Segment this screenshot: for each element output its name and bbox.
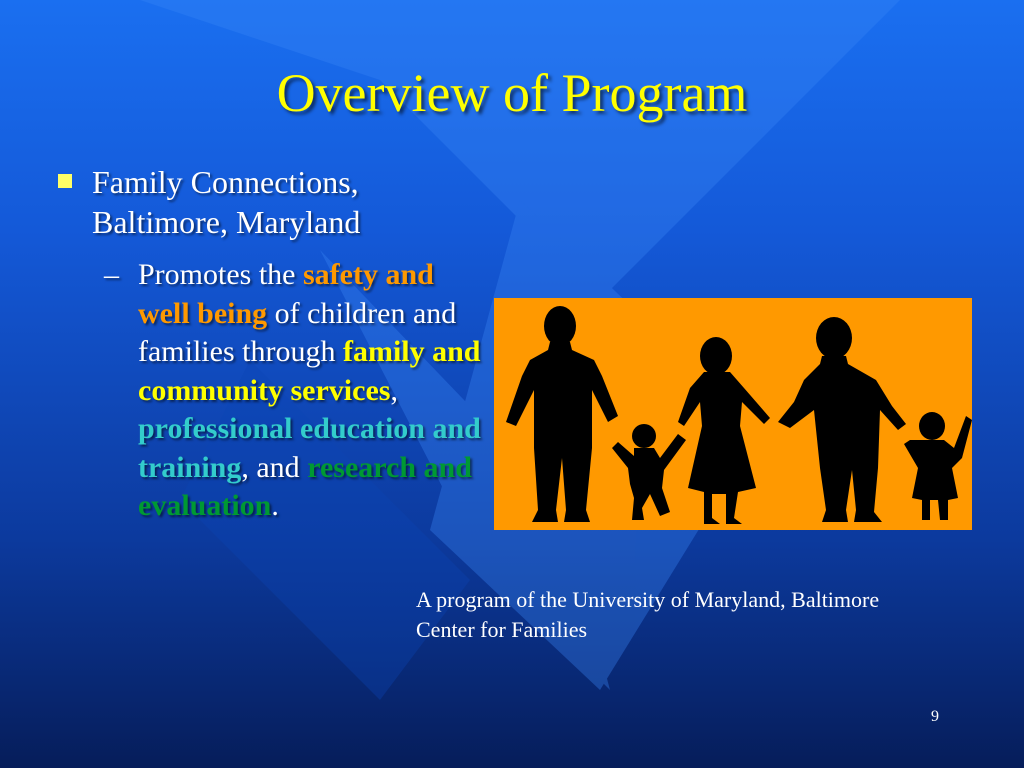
- text-segment: of children and families through: [138, 296, 457, 368]
- text-segment: ,: [390, 373, 398, 407]
- caption-line-2: Center for Families: [416, 617, 588, 642]
- sub-bullet-text: [138, 256, 489, 526]
- main-bullet: [58, 162, 478, 242]
- family-silhouette-icon: [494, 298, 972, 530]
- image-caption: [416, 585, 1021, 645]
- text-segment: Promotes the: [138, 258, 303, 291]
- bullet-line-1: Family Connections,: [92, 164, 359, 200]
- bullet-line-2: Baltimore, Maryland: [92, 204, 361, 240]
- bullet-square-icon: [58, 174, 72, 188]
- highlight-safety: safety and well being: [138, 258, 434, 330]
- caption-line-1: A program of the University of Maryland, Baltimore: [416, 587, 880, 612]
- highlight-research: research and evaluation: [138, 450, 472, 522]
- sub-bullet: [104, 256, 489, 526]
- family-silhouette-image: [494, 298, 972, 530]
- highlight-services: family and community services: [138, 335, 481, 407]
- text-segment: .: [271, 489, 279, 522]
- text-segment: , and: [241, 450, 308, 484]
- page-number: 9: [931, 708, 939, 725]
- dash-marker: –: [104, 258, 119, 291]
- highlight-education: professional education and training: [138, 412, 481, 484]
- slide-title: Overview of Program: [276, 63, 748, 123]
